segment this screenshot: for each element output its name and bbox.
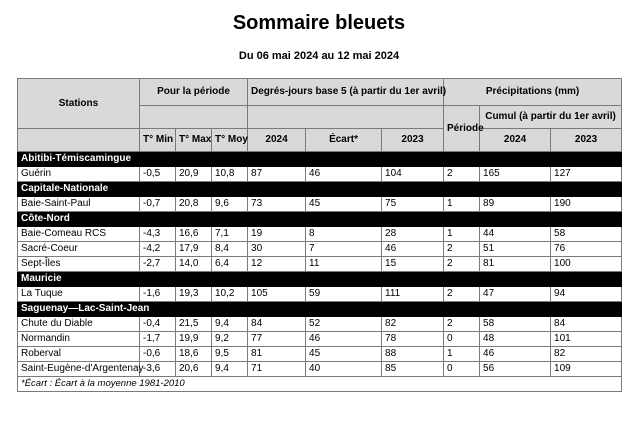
table-row (18, 332, 622, 347)
header-tmin: T° Min (140, 129, 176, 152)
table-cell: 46 (480, 347, 551, 362)
table-cell: 45 (306, 347, 382, 362)
table-cell: 47 (480, 287, 551, 302)
table-cell: 58 (480, 317, 551, 332)
table-cell: 77 (248, 332, 306, 347)
table-cell: 2 (444, 287, 480, 302)
table-cell: 48 (480, 332, 551, 347)
station-name: Sacré-Coeur (18, 242, 140, 257)
table-row (18, 287, 622, 302)
region-row (18, 302, 622, 317)
table-cell: -4,2 (140, 242, 176, 257)
table-row (18, 242, 622, 257)
table-cell: 20,9 (176, 167, 212, 182)
table-cell: 19,3 (176, 287, 212, 302)
table-cell: 89 (480, 197, 551, 212)
table-cell: 18,6 (176, 347, 212, 362)
table-cell: 7 (306, 242, 382, 257)
table-cell: 15 (382, 257, 444, 272)
table-cell: -1,6 (140, 287, 176, 302)
table-cell: 10,8 (212, 167, 248, 182)
table-cell: 105 (248, 287, 306, 302)
table-cell: 84 (248, 317, 306, 332)
table-row (18, 167, 622, 182)
table-cell: -0,4 (140, 317, 176, 332)
header-cumul: Cumul (à partir du 1er avril) (480, 106, 622, 129)
header-cumul-2024: 2024 (480, 129, 551, 152)
table-cell: -0,7 (140, 197, 176, 212)
table-row (18, 257, 622, 272)
table-cell: 71 (248, 362, 306, 377)
station-name: La Tuque (18, 287, 140, 302)
table-cell: 111 (382, 287, 444, 302)
page-subtitle: Du 06 mai 2024 au 12 mai 2024 (238, 50, 400, 62)
table-cell: 94 (551, 287, 622, 302)
table-cell: -1,7 (140, 332, 176, 347)
region-row (18, 272, 622, 287)
station-name: Chute du Diable (18, 317, 140, 332)
region-name: Capitale-Nationale (18, 182, 622, 197)
table-cell: 1 (444, 227, 480, 242)
table-cell: 78 (382, 332, 444, 347)
header-stations-spacer (18, 129, 140, 152)
table-cell: 9,6 (212, 197, 248, 212)
table-cell: 51 (480, 242, 551, 257)
table-cell: 21,5 (176, 317, 212, 332)
page-title: Sommaire bleuets (232, 12, 406, 34)
header-degres-jours: Degrés-jours base 5 (à partir du 1er avril) (248, 79, 444, 106)
table-cell: 9,2 (212, 332, 248, 347)
header-tmoy: T° Moy (212, 129, 248, 152)
station-name: Saint-Eugène-d'Argentenay (18, 362, 140, 377)
header-stations: Stations (18, 79, 140, 129)
table-cell: 85 (382, 362, 444, 377)
table-cell: 46 (306, 167, 382, 182)
region-name: Saguenay—Lac-Saint-Jean (18, 302, 622, 317)
header-periode: Pour la période (140, 79, 248, 106)
table-cell: -3,6 (140, 362, 176, 377)
table-row (18, 197, 622, 212)
table-cell: 20,6 (176, 362, 212, 377)
table-cell: 101 (551, 332, 622, 347)
table-row (18, 347, 622, 362)
table-cell: 2 (444, 167, 480, 182)
table-row (18, 362, 622, 377)
footnote: *Écart : Écart à la moyenne 1981-2010 (18, 377, 622, 392)
table-body (18, 152, 622, 377)
table-cell: 46 (382, 242, 444, 257)
table-cell: 87 (248, 167, 306, 182)
table-cell: 127 (551, 167, 622, 182)
table-cell: 76 (551, 242, 622, 257)
table-cell: 84 (551, 317, 622, 332)
station-name: Normandin (18, 332, 140, 347)
station-name: Guérin (18, 167, 140, 182)
table-cell: 56 (480, 362, 551, 377)
table-cell: 9,5 (212, 347, 248, 362)
station-name: Baie-Saint-Paul (18, 197, 140, 212)
station-name: Baie-Comeau RCS (18, 227, 140, 242)
table-cell: 81 (248, 347, 306, 362)
table-cell: 104 (382, 167, 444, 182)
table-cell: 14,0 (176, 257, 212, 272)
table-cell: 10,2 (212, 287, 248, 302)
table-cell: -0,5 (140, 167, 176, 182)
table-cell: 2 (444, 257, 480, 272)
header-precipitations: Précipitations (mm) (444, 79, 622, 106)
table-cell: 82 (382, 317, 444, 332)
table-cell: 73 (248, 197, 306, 212)
table-cell: 81 (480, 257, 551, 272)
table-cell: 165 (480, 167, 551, 182)
table-cell: 75 (382, 197, 444, 212)
table-cell: -0,6 (140, 347, 176, 362)
table-cell: 7,1 (212, 227, 248, 242)
header-cumul-2023: 2023 (551, 129, 622, 152)
table-cell: 0 (444, 362, 480, 377)
table-cell: 44 (480, 227, 551, 242)
table-cell: 28 (382, 227, 444, 242)
table-cell: 59 (306, 287, 382, 302)
region-name: Abitibi-Témiscamingue (18, 152, 622, 167)
table-cell: 9,4 (212, 317, 248, 332)
table-cell: 6,4 (212, 257, 248, 272)
header-dj-2023: 2023 (382, 129, 444, 152)
table-cell: 17,9 (176, 242, 212, 257)
region-row (18, 152, 622, 167)
region-name: Côte-Nord (18, 212, 622, 227)
summary-table (17, 78, 622, 392)
table-cell: 1 (444, 197, 480, 212)
station-name: Sept-Îles (18, 257, 140, 272)
station-name: Roberval (18, 347, 140, 362)
region-row (18, 212, 622, 227)
table-cell: 40 (306, 362, 382, 377)
table-cell: -4,3 (140, 227, 176, 242)
table-cell: 19,9 (176, 332, 212, 347)
table-cell: 2 (444, 317, 480, 332)
table-cell: 109 (551, 362, 622, 377)
header-periode-spacer (140, 106, 248, 129)
header-ecart: Écart* (306, 129, 382, 152)
table-cell: 82 (551, 347, 622, 362)
table-cell: 30 (248, 242, 306, 257)
table-cell: 88 (382, 347, 444, 362)
table-cell: 8,4 (212, 242, 248, 257)
table-cell: 46 (306, 332, 382, 347)
table-cell: -2,7 (140, 257, 176, 272)
table-cell: 190 (551, 197, 622, 212)
table-cell: 0 (444, 332, 480, 347)
header-degres-spacer (248, 106, 444, 129)
table-cell: 2 (444, 242, 480, 257)
table-cell: 45 (306, 197, 382, 212)
header-dj-2024: 2024 (248, 129, 306, 152)
header-tmax: T° Max (176, 129, 212, 152)
table-cell: 100 (551, 257, 622, 272)
table-cell: 19 (248, 227, 306, 242)
region-name: Mauricie (18, 272, 622, 287)
header-precip-periode: Période (444, 106, 480, 152)
table-cell: 16,6 (176, 227, 212, 242)
table-row (18, 317, 622, 332)
region-row (18, 182, 622, 197)
table-cell: 52 (306, 317, 382, 332)
table-cell: 58 (551, 227, 622, 242)
table-cell: 12 (248, 257, 306, 272)
table-cell: 8 (306, 227, 382, 242)
table-row (18, 227, 622, 242)
table-cell: 1 (444, 347, 480, 362)
table-cell: 11 (306, 257, 382, 272)
table-cell: 20,8 (176, 197, 212, 212)
table-cell: 9,4 (212, 362, 248, 377)
